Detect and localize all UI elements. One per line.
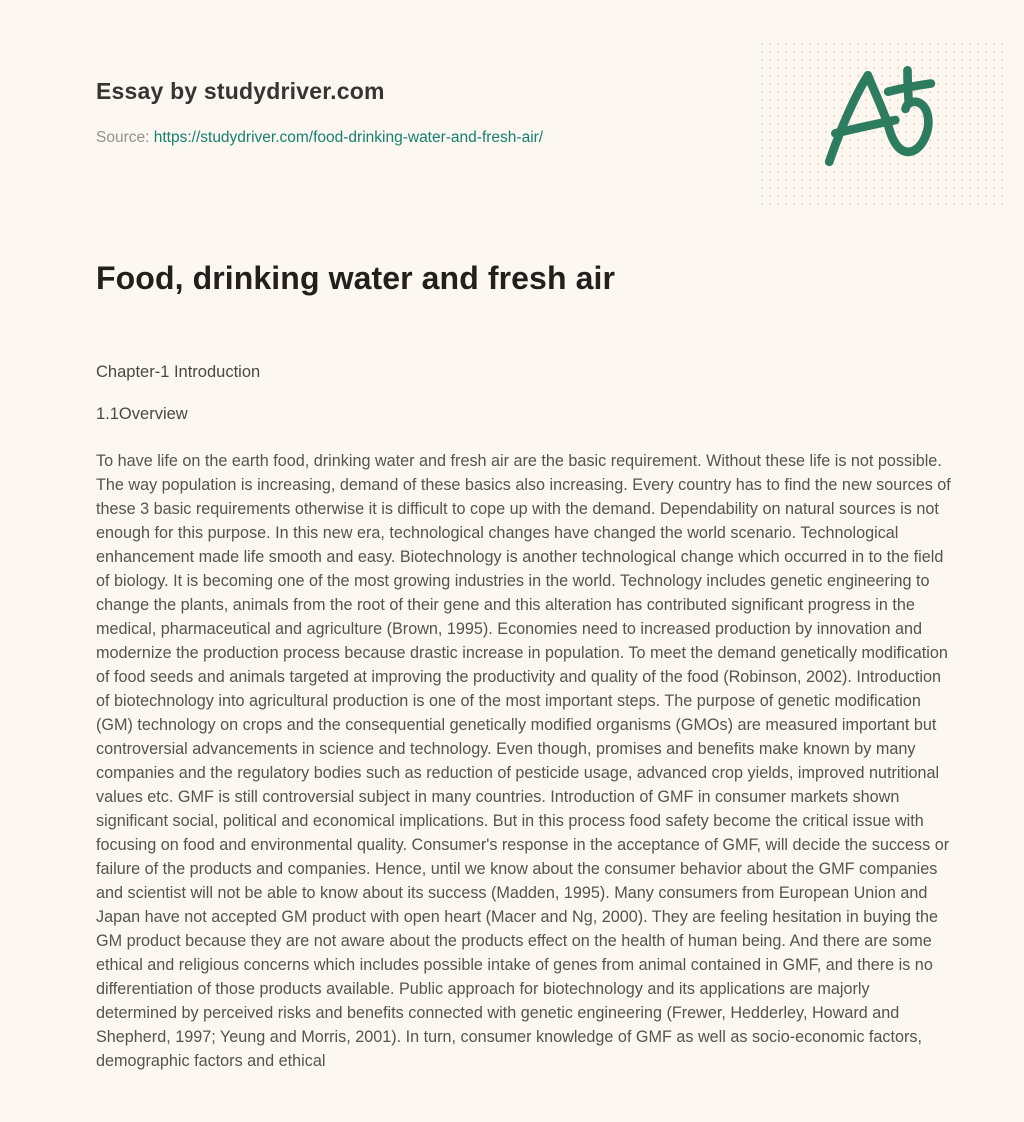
section-heading: 1.1Overview (96, 405, 188, 423)
chapter-heading: Chapter-1 Introduction (96, 363, 261, 381)
document-title: Food, drinking water and fresh air (96, 260, 616, 296)
studydriver-a-plus-logo-icon (816, 58, 938, 168)
essay-byline: Essay by studydriver.com (96, 78, 385, 104)
source-label: Source: (96, 129, 150, 146)
essay-paragraph: To have life on the earth food, drinking water and fresh air are the basic requirement. Without these life is not possible. The way population is increasing, demand of these basics also increasing. Every country has to find the new sources of these 3 basic requirements otherwise it is difficult to cope up with the demand. Dependability on natural sources is not enough for this purpose. In this new era, technological changes have changed the world scenario. Technological enhancement made life smooth and easy. Biotechnology is another technological change which occurred in to the field of biology. It is becoming one of the most growing industries in the world. Technology includes genetic engineering to change the plants, animals from the root of their gene and this alteration has contributed significant progress in the medical, pharmaceutical and agriculture (Brown, 1995). Economies need to increased production by innovation and modernize the production process because drastic increase in population. To meet the demand genetically modification of food seeds and animals targeted at improving the productivity and quality of the food (Robinson, 2002). Introduction of biotechnology into agricultural production is one of the most important steps. The purpose of genetic modification (GM) technology on crops and the consequential genetically modified organisms (GMOs) are measured important but controversial advancements in science and technology. Even though, promises and benefits make known by many companies and the regulatory bodies such as reduction of pesticide usage, advanced crop yields, improved nutritional values etc. GMF is still controversial subject in many countries. Introduction of GMF in consumer markets shown significant social, political and economical implications. But in this process food safety become the critical issue with focusing on food and environmental quality. Consumer's response in the acceptance of GMF, will decide the success or failure of the products and companies. Hence, until we know about the consumer behavior about the GMF companies and scientist will not be able to know about its success (Madden, 1995). Many consumers from European Union and Japan have not accepted GM product with open heart (Macer and Ng, 2000). They are feeling hesitation in buying the GM product because they are not aware about the products effect on the health of human being. And there are some ethical and religious concerns which includes possible intake of genes from animal contained in GMF, and there is no differentiation of those products available. Public approach for biotechnology and its applications are majorly determined by perceived risks and benefits connected with genetic engineering (Frewer, Hedderley, Howard and Shepherd, 1997; Yeung and Morris, 2001). In turn, consumer knowledge of GMF as well as socio-economic factors, demographic factors and ethical (96, 452, 951, 1070)
source-url-link[interactable]: https://studydriver.com/food-drinking-water-and-fresh-air/ (153, 129, 544, 146)
